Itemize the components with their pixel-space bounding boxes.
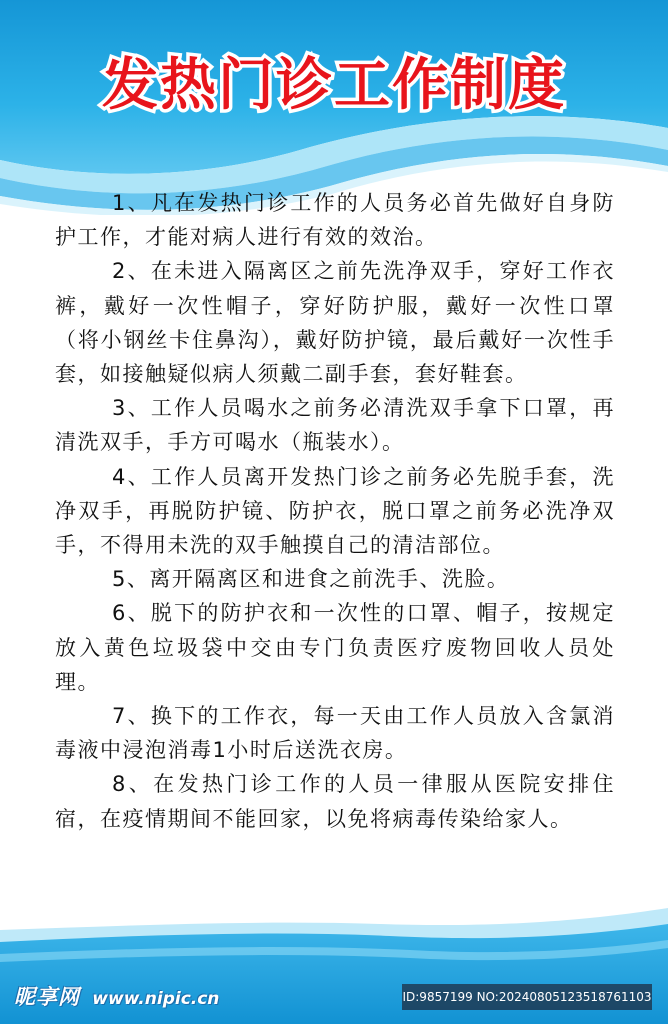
rule-item: 4、工作人员离开发热门诊之前务必先脱手套，洗净双手，再脱防护镜、防护衣，脱口罩之前务必洗净双手，不得用未洗的双手触摸自己的清洁部位。 [55,464,615,558]
rule-item: 3、工作人员喝水之前务必清洗双手拿下口罩，再清洗双手，手方可喝水（瓶装水）。 [55,396,615,455]
watermark-brand [14,984,219,1012]
image-id-badge: ID:9857199 NO:20240805123518761103 [402,984,652,1010]
rules-list [55,186,615,836]
rule-item: 1、凡在发热门诊工作的人员务必首先做好自身防护工作，才能对病人进行有效的效治。 [55,191,615,250]
rule-item: 6、脱下的防护衣和一次性的口罩、帽子，按规定放入黄色垃圾袋中交由专门负责医疗废物回收人员处理。 [55,601,615,694]
page-title: 发热门诊工作制度 [102,53,566,118]
rule-item: 7、换下的工作衣，每一天由工作人员放入含氯消毒液中浸泡消毒1小时后送洗衣房。 [55,704,615,763]
watermark-brand-name: 昵享网 [14,985,80,1009]
watermark-url: www.nipic.cn [92,989,220,1009]
rule-item: 8、在发热门诊工作的人员一律服从医院安排住宿，在疫情期间不能回家，以免将病毒传染给家人。 [55,772,615,831]
rule-item: 2、在未进入隔离区之前先洗净双手，穿好工作衣裤，戴好一次性帽子，穿好防护服，戴好一次性口罩（将小钢丝卡住鼻沟），戴好防护镜，最后戴好一次性手套，如接触疑似病人须戴二副手套，套好鞋套。 [55,259,615,387]
rule-item: 5、离开隔离区和进食之前洗手、洗脸。 [112,567,510,592]
